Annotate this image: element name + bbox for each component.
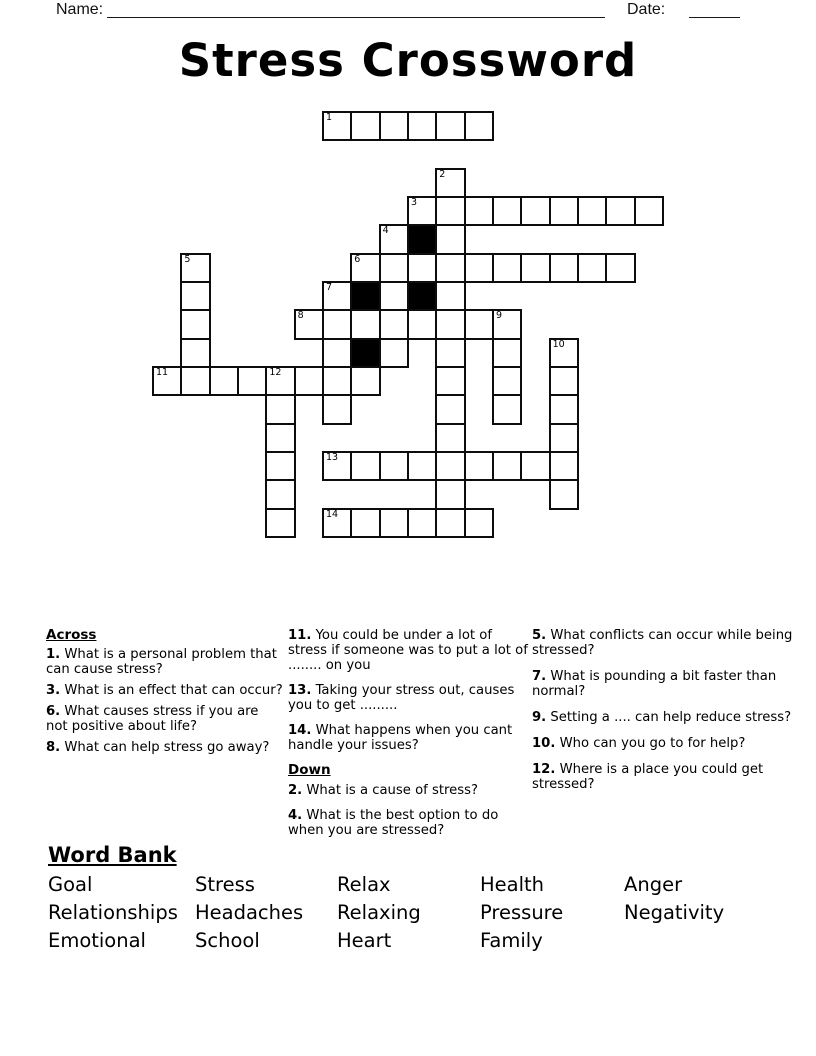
grid-cell[interactable] bbox=[435, 253, 465, 283]
grid-cell[interactable] bbox=[350, 111, 380, 141]
cell-number: 8 bbox=[297, 310, 304, 322]
grid-cell[interactable] bbox=[265, 479, 295, 509]
grid-cell[interactable] bbox=[237, 366, 267, 396]
clue-number: 5. bbox=[532, 628, 547, 643]
grid-cell-black bbox=[350, 338, 380, 368]
cell-number: 9 bbox=[495, 310, 502, 322]
clue-text: What can help stress go away? bbox=[60, 740, 270, 755]
grid-cell[interactable] bbox=[549, 338, 579, 368]
name-blank-line[interactable] bbox=[107, 0, 605, 18]
grid-cell[interactable] bbox=[407, 508, 437, 538]
grid-cell[interactable] bbox=[435, 111, 465, 141]
grid-cell-black bbox=[350, 281, 380, 311]
cell-number: 11 bbox=[156, 366, 169, 378]
grid-cell[interactable] bbox=[407, 451, 437, 481]
grid-cell[interactable] bbox=[294, 309, 324, 339]
clue-column-middle bbox=[288, 628, 534, 848]
grid-cell[interactable] bbox=[464, 508, 494, 538]
grid-cell[interactable] bbox=[549, 451, 579, 481]
date-blank-line[interactable] bbox=[689, 0, 740, 18]
word-bank-word: Relationships bbox=[48, 901, 178, 924]
grid-cell[interactable] bbox=[520, 196, 550, 226]
grid-cell[interactable] bbox=[379, 253, 409, 283]
clue-text: What causes stress if you are not positive about life? bbox=[46, 704, 259, 734]
grid-cell[interactable] bbox=[605, 253, 635, 283]
grid-cell[interactable] bbox=[577, 196, 607, 226]
grid-cell[interactable] bbox=[520, 253, 550, 283]
grid-cell[interactable] bbox=[350, 253, 380, 283]
clue-number: 6. bbox=[46, 704, 61, 719]
grid-cell[interactable] bbox=[435, 168, 465, 198]
clue-column-down bbox=[532, 628, 794, 803]
grid-cell[interactable] bbox=[265, 394, 295, 424]
grid-cell[interactable] bbox=[209, 366, 239, 396]
cell-number: 2 bbox=[439, 168, 446, 180]
clue-number: 3. bbox=[46, 683, 61, 698]
clue-number: 10. bbox=[532, 736, 556, 751]
grid-cell[interactable] bbox=[634, 196, 664, 226]
grid-cell[interactable] bbox=[379, 309, 409, 339]
grid-cell[interactable] bbox=[549, 196, 579, 226]
grid-cell[interactable] bbox=[520, 451, 550, 481]
clue-number: 7. bbox=[532, 669, 547, 684]
grid-cell[interactable] bbox=[180, 281, 210, 311]
grid-cell[interactable] bbox=[379, 281, 409, 311]
word-bank-word: Negativity bbox=[624, 901, 725, 924]
clue-list-heading-down: Down bbox=[288, 762, 331, 778]
word-bank-word: Relaxing bbox=[337, 901, 421, 924]
word-bank-word: Stress bbox=[195, 873, 255, 896]
clue-number: 8. bbox=[46, 740, 61, 755]
clue-text: You could be under a lot of stress if someone was to put a lot of ........ on you bbox=[288, 628, 528, 673]
clue-text: Setting a .... can help reduce stress? bbox=[546, 710, 792, 725]
grid-cell[interactable] bbox=[294, 366, 324, 396]
cell-number: 12 bbox=[269, 366, 282, 378]
grid-cell[interactable] bbox=[407, 253, 437, 283]
grid-cell[interactable] bbox=[379, 338, 409, 368]
grid-cell[interactable] bbox=[435, 196, 465, 226]
clue-10 bbox=[532, 736, 794, 751]
cell-number: 5 bbox=[184, 253, 191, 265]
clue-2 bbox=[288, 783, 534, 798]
grid-cell[interactable] bbox=[379, 451, 409, 481]
cell-number: 7 bbox=[325, 281, 333, 293]
clue-number: 9. bbox=[532, 710, 547, 725]
grid-cell[interactable] bbox=[322, 508, 352, 538]
grid-cell[interactable] bbox=[322, 394, 352, 424]
grid-cell[interactable] bbox=[322, 451, 352, 481]
clue-number: 1. bbox=[46, 647, 61, 662]
grid-cell[interactable] bbox=[322, 338, 352, 368]
grid-cell[interactable] bbox=[435, 224, 465, 254]
grid-cell[interactable] bbox=[435, 309, 465, 339]
clue-number: 4. bbox=[288, 808, 303, 823]
date-label: Date: bbox=[627, 1, 666, 18]
grid-cell[interactable] bbox=[322, 111, 352, 141]
grid-cell[interactable] bbox=[265, 366, 295, 396]
grid-cell[interactable] bbox=[464, 253, 494, 283]
word-bank-word: Anger bbox=[624, 873, 683, 896]
grid-cell[interactable] bbox=[464, 309, 494, 339]
word-bank-word: Heart bbox=[337, 929, 392, 952]
grid-cell[interactable] bbox=[435, 338, 465, 368]
grid-cell[interactable] bbox=[435, 423, 465, 453]
grid-cell[interactable] bbox=[407, 111, 437, 141]
clue-text: What is an effect that can occur? bbox=[60, 683, 283, 698]
grid-cell[interactable] bbox=[265, 423, 295, 453]
clue-text: What is a cause of stress? bbox=[302, 783, 479, 798]
cell-number: 3 bbox=[410, 196, 418, 208]
clue-number: 11. bbox=[288, 628, 312, 643]
word-bank-word: Family bbox=[480, 929, 543, 952]
clue-text: Taking your stress out, causes you to get ......... bbox=[288, 683, 515, 713]
grid-cell[interactable] bbox=[180, 253, 210, 283]
cell-number: 4 bbox=[382, 225, 389, 237]
word-bank-word: Goal bbox=[48, 873, 93, 896]
clue-14 bbox=[288, 723, 534, 753]
grid-cell[interactable] bbox=[549, 423, 579, 453]
clue-number: 14. bbox=[288, 723, 312, 738]
word-bank bbox=[48, 843, 788, 973]
grid-cell[interactable] bbox=[350, 309, 380, 339]
clue-3 bbox=[46, 683, 284, 698]
page-title: Stress Crossword bbox=[178, 34, 638, 87]
grid-cell[interactable] bbox=[464, 451, 494, 481]
grid-cell-black bbox=[407, 224, 437, 254]
grid-cell[interactable] bbox=[435, 451, 465, 481]
clue-5 bbox=[532, 628, 794, 658]
grid-cell[interactable] bbox=[265, 451, 295, 481]
grid-cell-black bbox=[407, 281, 437, 311]
grid-cell[interactable] bbox=[180, 338, 210, 368]
grid-cell[interactable] bbox=[435, 394, 465, 424]
clue-number: 12. bbox=[532, 762, 556, 777]
clue-text: What happens when you cant handle your issues? bbox=[288, 723, 513, 753]
grid-cell[interactable] bbox=[322, 281, 352, 311]
grid-cell[interactable] bbox=[492, 451, 522, 481]
clue-list-heading-across: Across bbox=[46, 627, 97, 643]
grid-cell[interactable] bbox=[464, 196, 494, 226]
grid-cell[interactable] bbox=[492, 253, 522, 283]
grid-cell[interactable] bbox=[379, 508, 409, 538]
grid-cell[interactable] bbox=[350, 366, 380, 396]
clue-8 bbox=[46, 740, 284, 755]
grid-cell[interactable] bbox=[407, 309, 437, 339]
cell-number: 14 bbox=[325, 508, 339, 520]
grid-cell[interactable] bbox=[350, 451, 380, 481]
word-bank-word: School bbox=[195, 929, 260, 952]
grid-cell[interactable] bbox=[435, 281, 465, 311]
clue-12 bbox=[532, 762, 794, 792]
grid-cell[interactable] bbox=[435, 479, 465, 509]
clue-column-across bbox=[46, 628, 284, 761]
clue-text: Where is a place you could get stressed? bbox=[532, 762, 764, 792]
cell-number: 10 bbox=[552, 338, 565, 350]
grid-cell[interactable] bbox=[180, 309, 210, 339]
grid-cell[interactable] bbox=[492, 309, 522, 339]
word-bank-word: Relax bbox=[337, 873, 391, 896]
clue-text: What is pounding a bit faster than normal? bbox=[532, 669, 777, 699]
clue-11 bbox=[288, 628, 534, 673]
word-bank-word: Health bbox=[480, 873, 545, 896]
grid-cell[interactable] bbox=[492, 338, 522, 368]
grid-cell[interactable] bbox=[180, 366, 210, 396]
clue-number: 13. bbox=[288, 683, 312, 698]
clue-number: 2. bbox=[288, 783, 303, 798]
word-bank-heading: Word Bank bbox=[48, 843, 177, 867]
grid-cell[interactable] bbox=[435, 508, 465, 538]
grid-cell[interactable] bbox=[549, 479, 579, 509]
grid-cell[interactable] bbox=[322, 309, 352, 339]
grid-cell[interactable] bbox=[379, 224, 409, 254]
clue-text: Who can you go to for help? bbox=[555, 736, 746, 751]
clue-4 bbox=[288, 808, 534, 838]
grid-cell[interactable] bbox=[322, 366, 352, 396]
clue-13 bbox=[288, 683, 534, 713]
word-bank-word: Headaches bbox=[195, 901, 304, 924]
cell-number: 1 bbox=[325, 112, 333, 123]
clue-1 bbox=[46, 647, 284, 677]
grid-cell[interactable] bbox=[379, 111, 409, 141]
grid-cell[interactable] bbox=[265, 508, 295, 538]
grid-cell[interactable] bbox=[605, 196, 635, 226]
grid-cell[interactable] bbox=[492, 196, 522, 226]
grid-cell[interactable] bbox=[577, 253, 607, 283]
grid-cell[interactable] bbox=[549, 394, 579, 424]
cell-number: 6 bbox=[354, 253, 361, 265]
grid-cell[interactable] bbox=[152, 366, 182, 396]
grid-cell[interactable] bbox=[492, 366, 522, 396]
clue-7 bbox=[532, 669, 794, 699]
name-label: Name: bbox=[56, 1, 104, 18]
grid-cell[interactable] bbox=[407, 196, 437, 226]
clue-9 bbox=[532, 710, 794, 725]
grid-cell[interactable] bbox=[464, 111, 494, 141]
grid-cell[interactable] bbox=[435, 366, 465, 396]
clue-6 bbox=[46, 704, 284, 734]
grid-cell[interactable] bbox=[549, 253, 579, 283]
clue-text: What is the best option to do when you are stressed? bbox=[288, 808, 499, 838]
word-bank-word: Emotional bbox=[48, 929, 146, 952]
grid-cell[interactable] bbox=[549, 366, 579, 396]
clue-text: What is a personal problem that can cause stress? bbox=[46, 647, 277, 677]
cell-number: 13 bbox=[325, 451, 339, 463]
grid-cell[interactable] bbox=[350, 508, 380, 538]
grid-cell[interactable] bbox=[492, 394, 522, 424]
word-bank-word: Pressure bbox=[480, 901, 564, 924]
clue-text: What conflicts can occur while being stressed? bbox=[532, 628, 793, 658]
